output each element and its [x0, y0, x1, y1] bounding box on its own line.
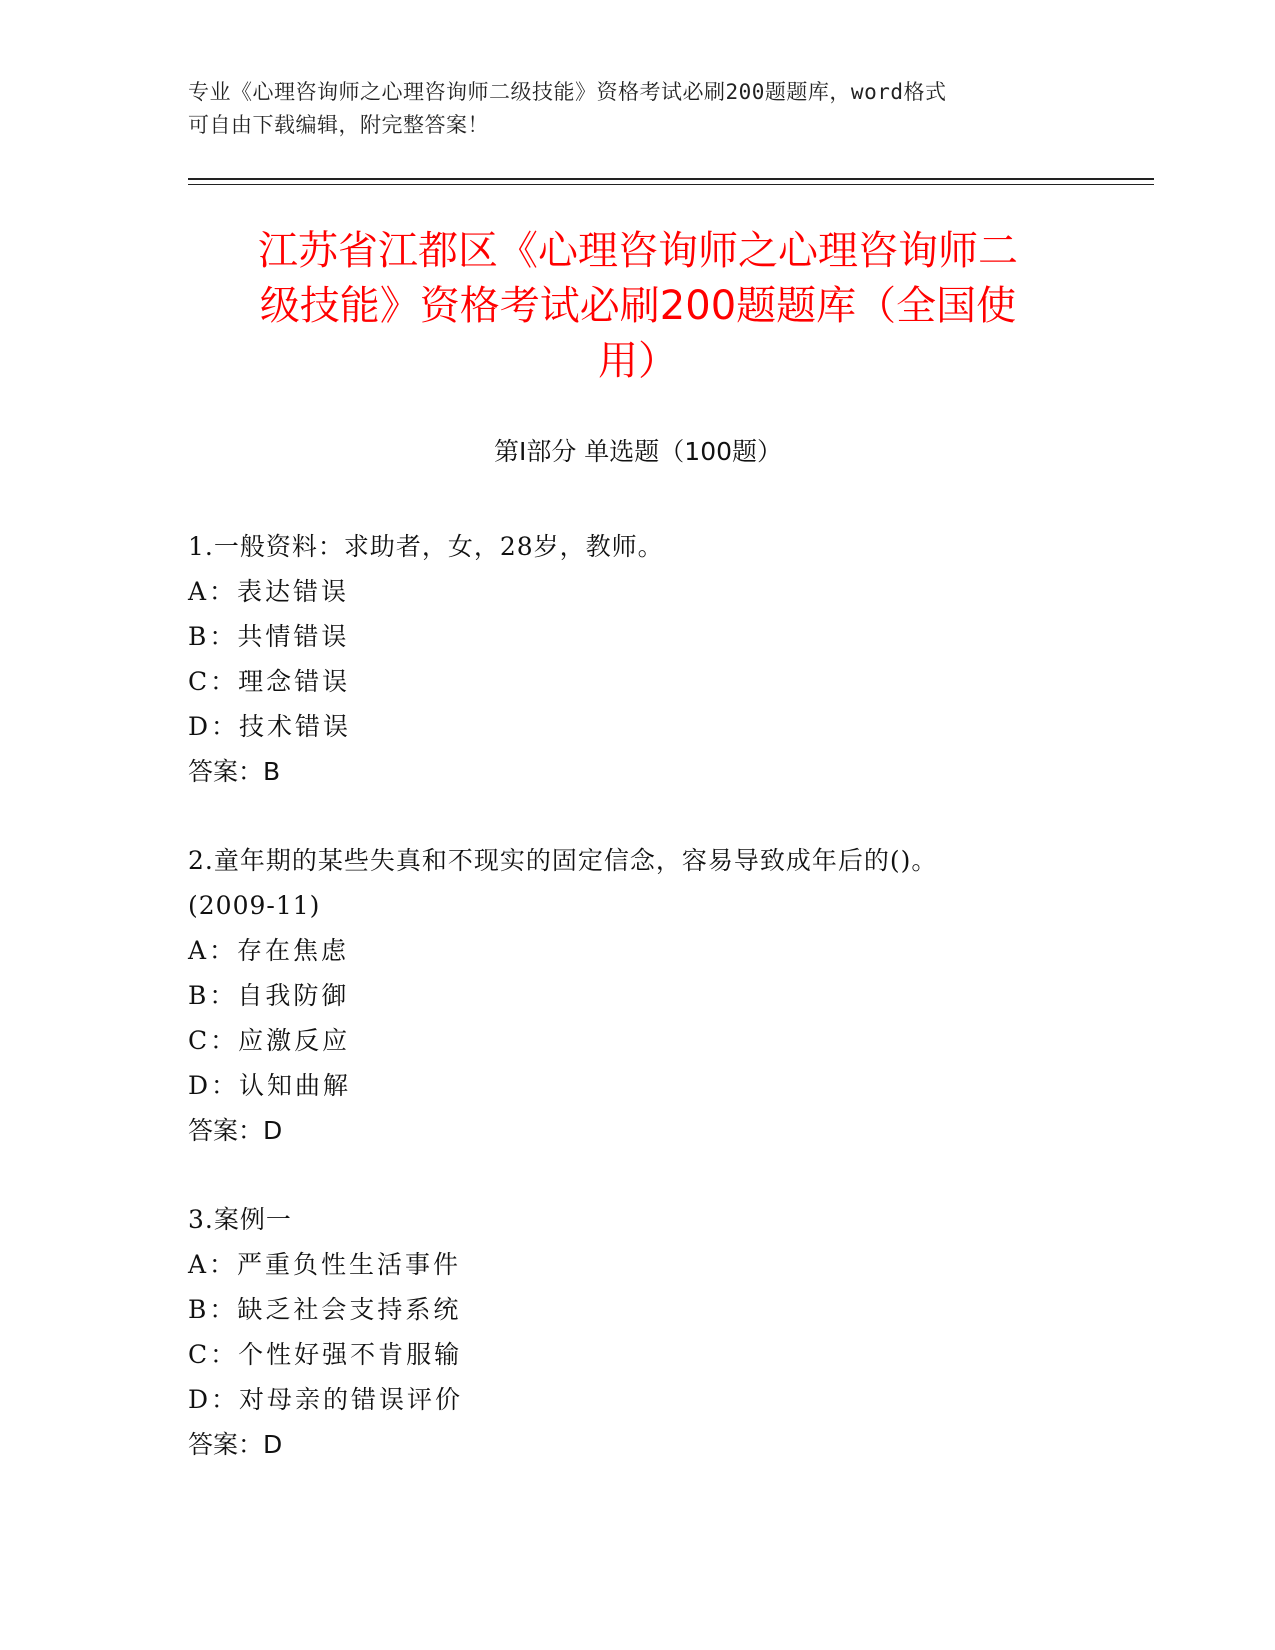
intro-line-1: 专业《心理咨询师之心理咨询师二级技能》资格考试必刷200题题库，word格式	[188, 80, 947, 104]
answer-line: 答案：D	[188, 1116, 283, 1145]
option-a: A：存在焦虑	[188, 936, 350, 965]
option-b: B：自我防御	[188, 981, 350, 1010]
header-divider-thin	[188, 184, 1154, 185]
question-1	[188, 524, 1108, 794]
question-stem: 1.一般资料：求助者，女，28岁，教师。	[188, 532, 664, 561]
option-c: C：理念错误	[188, 667, 351, 696]
option-c: C：应激反应	[188, 1026, 351, 1055]
question-stem: 2.童年期的某些失真和不现实的固定信念，容易导致成年后的()。	[188, 846, 938, 875]
intro-text	[188, 76, 1088, 142]
option-d: D：认知曲解	[188, 1071, 352, 1100]
header-divider-thick	[188, 178, 1154, 180]
title-line-3: 用）	[598, 338, 678, 384]
option-c: C：个性好强不肯服输	[188, 1340, 463, 1369]
option-d: D：对母亲的错误评价	[188, 1385, 464, 1414]
section-heading: 第Ⅰ部分 单选题（100题）	[493, 437, 783, 466]
answer-line: 答案：B	[188, 757, 281, 786]
question-3	[188, 1197, 1108, 1467]
option-b: B：缺乏社会支持系统	[188, 1295, 462, 1324]
option-a: A：表达错误	[188, 577, 350, 606]
intro-line-2: 可自由下载编辑，附完整答案！	[188, 113, 489, 137]
title-line-1: 江苏省江都区《心理咨询师之心理咨询师二	[258, 228, 1018, 274]
question-stem-continued: (2009-11)	[188, 891, 321, 920]
option-a: A：严重负性生活事件	[188, 1250, 462, 1279]
option-b: B：共情错误	[188, 622, 350, 651]
question-stem: 3.案例一	[188, 1205, 292, 1234]
document-title	[188, 224, 1088, 389]
question-2	[188, 838, 1108, 1153]
answer-line: 答案：D	[188, 1430, 283, 1459]
option-d: D：技术错误	[188, 712, 352, 741]
title-line-2: 级技能》资格考试必刷200题题库（全国使	[259, 283, 1017, 329]
